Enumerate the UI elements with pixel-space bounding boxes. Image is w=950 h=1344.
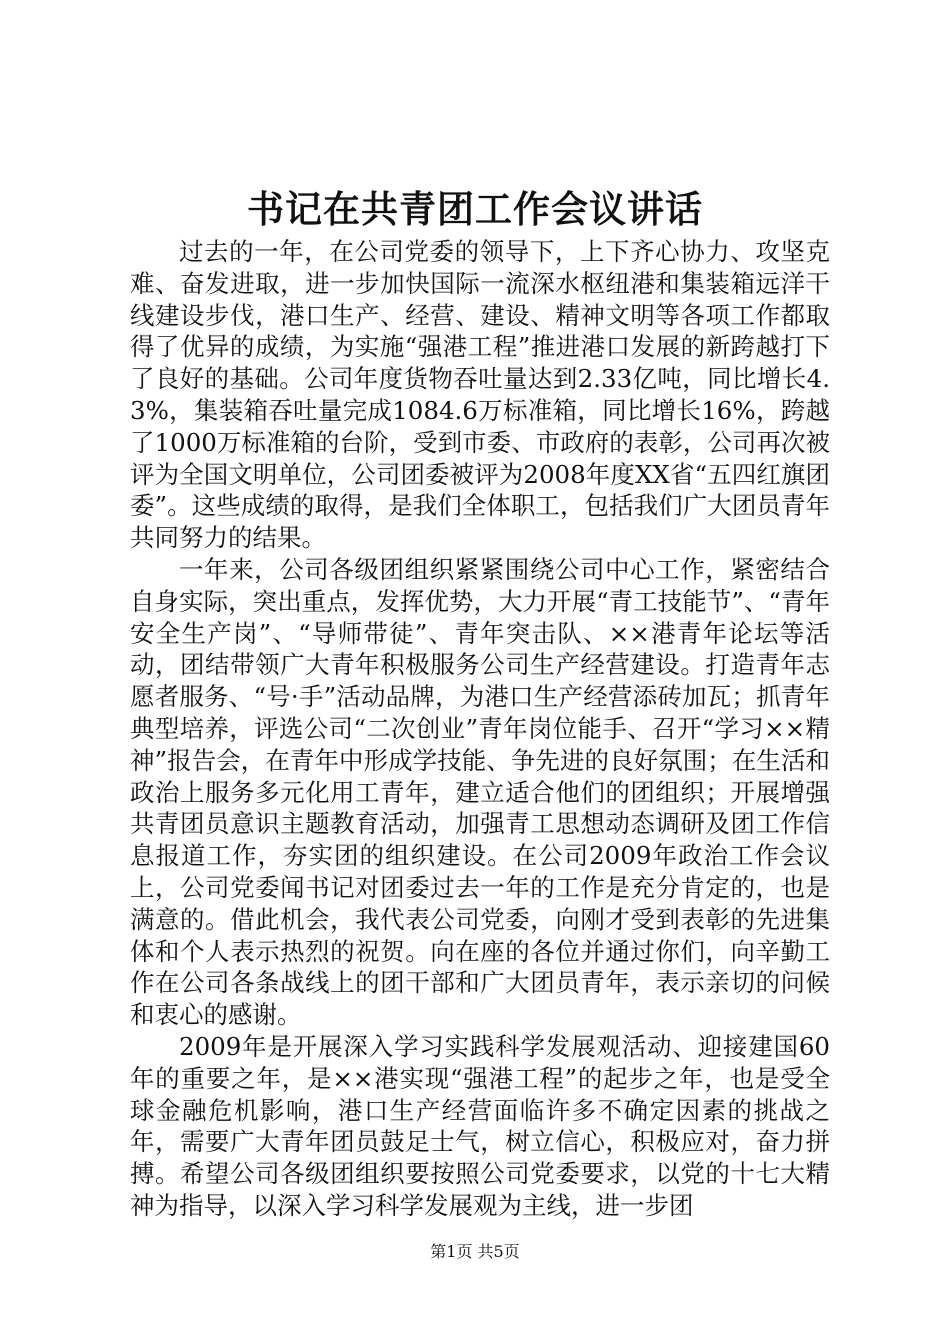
- document-title: 书记在共青团工作会议讲话: [247, 187, 703, 231]
- paragraph-3: 2009年是开展深入学习实践科学发展观活动、迎接建国60年的重要之年，是××港实现“强港工程”的起步之年，也是受全球金融危机影响，港口生产经营面临许多不确定因素的挑战之年，需要广大青年团员鼓足士气，树立信心，积极应对，奋力拼搏。希望公司各级团组织要按照公司党委要求，以党的十七大精神为指导，以深入学习科学发展观为主线，进一步团: [130, 1031, 830, 1220]
- document-body: [130, 236, 830, 1222]
- page-number-footer: 第1页 共5页: [430, 1242, 520, 1261]
- paragraph-1: 过去的一年，在公司党委的领导下，上下齐心协力、攻坚克难、奋发进取，进一步加快国际一流深水枢纽港和集装箱远洋干线建设步伐，港口生产、经营、建设、精神文明等各项工作都取得了优异的成绩，为实施“强港工程”推进港口发展的新跨越打下了良好的基础。公司年度货物吞吐量达到2.33亿吨，同比增长4.3%，集装箱吞吐量完成1084.6万标准箱，同比增长16%，跨越了1000万标准箱的台阶，受到市委、市政府的表彰，公司再次被评为全国文明单位，公司团委被评为2008年度XX省“五四红旗团委”。这些成绩的取得，是我们全体职工，包括我们广大团员青年共同努力的结果。: [130, 237, 830, 553]
- paragraph-2: 一年来，公司各级团组织紧紧围绕公司中心工作，紧密结合自身实际，突出重点，发挥优势，大力开展“青工技能节”、“青年安全生产岗”、“导师带徒”、青年突击队、××港青年论坛等活动，团结带领广大青年积极服务公司生产经营建设。打造青年志愿者服务、“号·手”活动品牌，为港口生产经营添砖加瓦；抓青年典型培养，评选公司“二次创业”青年岗位能手、召开“学习××精神”报告会，在青年中形成学技能、争先进的良好氛围；在生活和政治上服务多元化用工青年，建立适合他们的团组织；开展增强共青团员意识主题教育活动，加强青工思想动态调研及团工作信息报道工作，夯实团的组织建设。在公司2009年政治工作会议上，公司党委闻书记对团委过去一年的工作是充分肯定的，也是满意的。借此机会，我代表公司党委，向刚才受到表彰的先进集体和个人表示热烈的祝贺。向在座的各位并通过你们，向辛勤工作在公司各条战线上的团干部和广大团员青年，表示亲切的问候和衷心的感谢。: [130, 554, 830, 1030]
